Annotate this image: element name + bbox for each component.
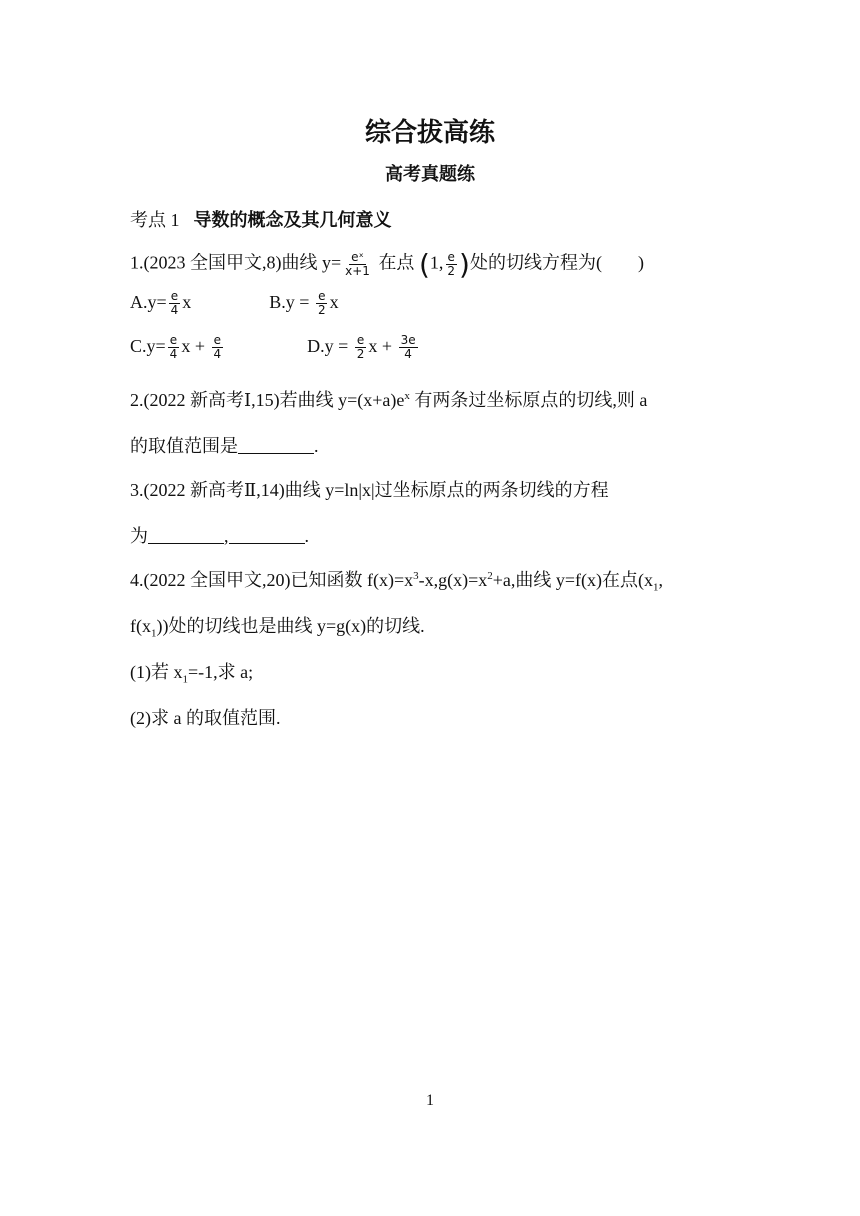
q1-prefix: 1.(2023 全国甲文,8)曲线 y=: [130, 252, 342, 273]
page-title: 综合拔高练: [364, 118, 495, 148]
q1-option-a-pre: A.y=: [130, 291, 167, 312]
q3-answer-blank-1[interactable]: [148, 525, 224, 544]
q1-option-c-num2: e: [213, 333, 221, 347]
q1-option-b-post: x: [329, 291, 339, 312]
q1-point-fraction: [445, 251, 457, 278]
q1-option-b: [269, 289, 339, 317]
question-4-part-1: [130, 658, 253, 686]
q1-mid: 在点: [373, 252, 419, 273]
q1-frac-denominator: x+1: [345, 264, 370, 278]
q4-l1-c: +a,曲线 y=f(x)在点(x: [492, 570, 654, 590]
q4-l1-b: -x,g(x)=x: [418, 570, 488, 590]
q4-exp-2: 2: [487, 570, 493, 582]
q1-point-denominator: 2: [447, 264, 456, 278]
q1-option-c-den2: 4: [213, 347, 222, 361]
q1-frac-numerator: eˣ: [351, 250, 364, 264]
q1-suffix: 处的切线方程为( ): [469, 252, 644, 273]
q2-exponent: x: [404, 390, 410, 402]
q1-point-close-paren: ): [459, 248, 470, 281]
q1-option-c-fraction-1: [168, 334, 180, 361]
q1-option-a-den: 4: [170, 303, 179, 317]
q4-l1-d: ,: [658, 570, 664, 590]
q1-point-x: 1,: [429, 252, 444, 273]
q1-option-c-den1: 4: [169, 347, 178, 361]
q4-sub-1: 1: [653, 581, 659, 594]
q3-answer-blank-2[interactable]: [229, 525, 305, 544]
question-4-line-1: [130, 566, 663, 594]
q1-option-c-mid: x +: [181, 335, 210, 356]
page-subtitle: 高考真题练: [385, 164, 475, 185]
q1-option-d-fraction-2: [399, 334, 418, 361]
q1-option-b-den: 2: [317, 303, 326, 317]
q1-option-d-pre: D.y =: [307, 335, 353, 356]
q1-option-c: [130, 333, 225, 361]
question-2-line-1: [130, 386, 647, 412]
q1-option-b-fraction: [316, 290, 328, 317]
question-1-options-ab: [130, 290, 339, 317]
q3-line2-pre: 为: [130, 526, 148, 546]
q2-line2-pre: 的取值范围是: [130, 436, 238, 456]
question-4-part-2: (2)求 a 的取值范围.: [130, 708, 281, 728]
q1-option-c-num1: e: [169, 333, 178, 347]
question-3-line-1: 3.(2022 新高考Ⅱ,14)曲线 y=ln|x|过坐标原点的两条切线的方程: [130, 480, 609, 500]
section-heading: [130, 206, 392, 232]
q4-p1-b: =-1,求 a;: [188, 662, 254, 682]
q1-option-c-fraction-2: [211, 334, 223, 361]
q4-p1-a: (1)若 x: [130, 662, 183, 682]
q1-option-d-mid: x +: [368, 335, 397, 356]
question-2-line-2: [130, 432, 319, 458]
section-label: 考点 1: [130, 210, 180, 230]
q1-fraction: [343, 251, 372, 278]
q2-answer-blank[interactable]: [238, 435, 314, 454]
q1-option-d-den1: 2: [356, 347, 365, 361]
question-4-line-2: [130, 612, 425, 640]
q1-option-a-post: x: [182, 291, 192, 312]
q2-line1-post: 有两条过坐标原点的切线,则 a: [409, 390, 648, 410]
q1-option-c-pre: C.y=: [130, 335, 166, 356]
section-topic: 导数的概念及其几何意义: [193, 210, 392, 231]
q4-exp-3: 3: [413, 570, 419, 582]
question-1-stem: [130, 248, 644, 281]
q3-separator: ,: [224, 526, 229, 546]
q1-option-a-fraction: [169, 290, 181, 317]
q1-option-a: [130, 289, 192, 317]
q2-line1-pre: 2.(2022 新高考Ⅰ,15)若曲线 y=(x+a)e: [130, 390, 405, 410]
q1-option-d: [307, 333, 419, 361]
q1-option-d-fraction-1: [355, 334, 367, 361]
question-3-line-2: [130, 522, 309, 548]
question-1-options-cd: [130, 334, 420, 361]
q4-l2-b: ))处的切线也是曲线 y=g(x)的切线.: [156, 616, 425, 636]
page-number: 1: [426, 1092, 434, 1109]
q4-p1-sub: 1: [182, 673, 188, 686]
q4-l2-a: f(x: [130, 616, 151, 636]
q2-line2-post: .: [314, 436, 319, 456]
q1-option-b-pre: B.y =: [269, 291, 314, 312]
q3-line2-post: .: [304, 526, 309, 546]
q4-l1-a: 4.(2022 全国甲文,20)已知函数 f(x)=x: [130, 570, 414, 590]
q4-l2-sub: 1: [151, 627, 157, 640]
q1-option-a-num: e: [170, 289, 179, 303]
q1-option-d-num2: 3e: [400, 333, 416, 347]
q1-option-d-num1: e: [356, 333, 365, 347]
q1-point-numerator: e: [447, 250, 455, 264]
q1-point-open-paren: (: [418, 248, 430, 281]
q1-option-b-num: e: [318, 289, 326, 303]
q1-option-d-den2: 4: [404, 347, 412, 361]
